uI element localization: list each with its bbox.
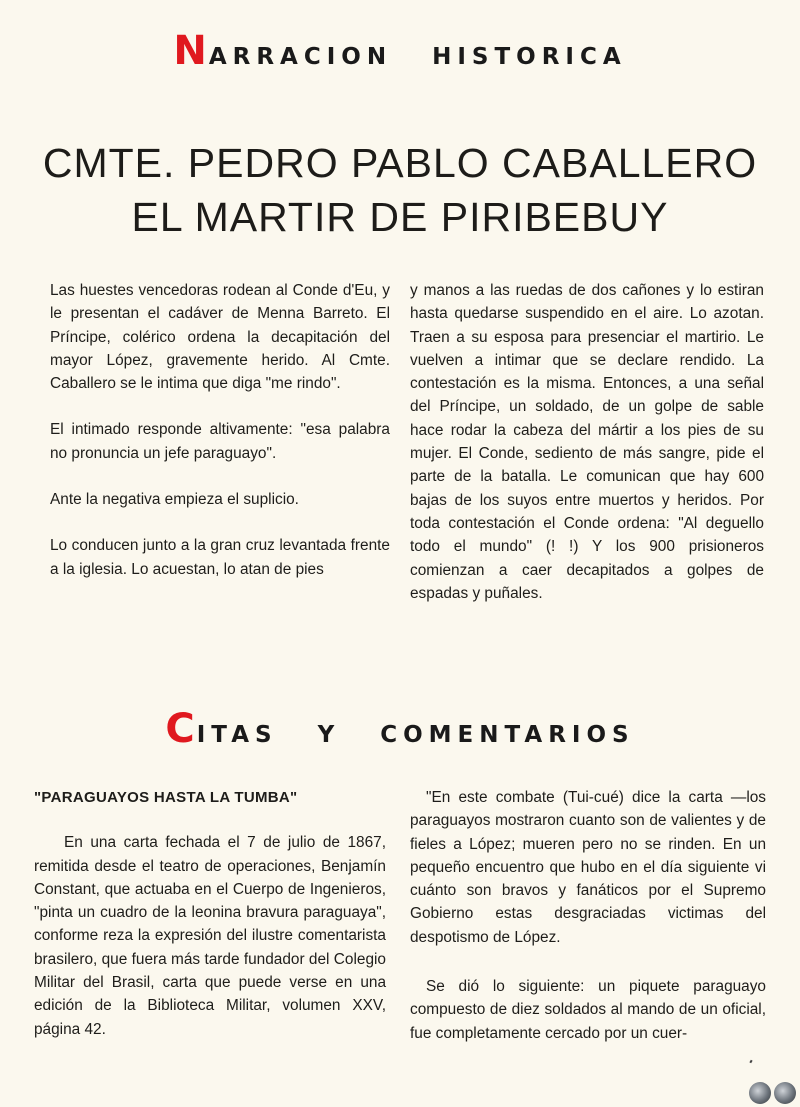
narracion-right-column: [410, 279, 764, 605]
paragraph: En una carta fechada el 7 de julio de 1867, remitida desde el teatro de operaciones, Benjamín Constant, que actuaba en el Cuerpo de Ingenieros, "pinta un cuadro de la leonina bravura paraguaya", conforme reza la expresión del ilustre comentarista brasilero, que fuera más tarde fundador del Colegio Militar del Brasil, carta que puede verse en una edición de la Biblioteca Militar, volumen XXV, página 42.: [34, 834, 386, 1038]
paragraph: Se dió lo siguiente: un piquete paraguayo compuesto de diez soldados al mando de un oficial, fue completamente cercado por un cuer-: [410, 978, 766, 1042]
paragraph: Las huestes vencedoras rodean al Conde d'Eu, y le presentan el cadáver de Menna Barreto. El Príncipe, colérico ordena la decapitación del mayor López, gravemente herido. Al Cmte. Caballero se le intima que diga "me rindo".: [50, 282, 390, 393]
paragraph: Ante la negativa empieza el suplicio.: [50, 491, 299, 509]
article-headline-line-2: EL MARTIR DE PIRIBEBUY: [131, 194, 669, 240]
title-word-comentarios: COMENTARIOS: [380, 722, 635, 748]
title-drop-cap: C: [165, 706, 197, 752]
section-title-citas-y-comentarios: [0, 706, 800, 752]
paragraph: y manos a las ruedas de dos cañones y lo estiran hasta quedarse suspendido en el aire. Lo azotan. Traen a su esposa para presenciar el martirio. Le vuelven a intimar que se declare rendido. La contestación es la misma. Entonces, a una señal del Príncipe, un soldado, de un golpe de sable hace rodar la cabeza del mártir a los pies de su mujer. El Conde, sediento de más sangre, pide el parte de la batalla. Le comunican que hay 600 bajas de los suyos entre muertos y heridos. Por toda contestación el Conde ordena: "Al deguello todo el mundo" (! !) Y los 900 prisioneros comienzan a caer decapitados a golpes de espadas y puñales.: [410, 282, 764, 602]
footer-badges: [749, 1082, 796, 1104]
paragraph: El intimado responde altivamente: "esa palabra no pronuncia un jefe paraguayo".: [50, 421, 390, 462]
paragraph: "En este combate (Tui-cué) dice la carta —los paraguayos mostraron cuanto son de valientes y de fieles a López; mueren pero no se rinden. En un pequeño encuentro que hubo en el día siguiente vi cuánto son bravos y fanáticos por el Supremo Gobierno estas desgraciadas victimas del despotismo de López.: [410, 789, 766, 946]
citas-left-column: [34, 786, 386, 1041]
print-speck: [749, 1060, 752, 1064]
paragraph: Lo conducen junto a la gran cruz levantada frente a la iglesia. Lo acuestan, lo atan de pies: [50, 537, 390, 578]
title-word-narracion: ARRACION: [208, 44, 393, 70]
narracion-left-column: [50, 279, 390, 581]
citas-right-column: [410, 786, 766, 1045]
badge-icon: [774, 1082, 796, 1104]
title-word-y: Y: [317, 722, 341, 748]
title-word-historica: HISTORICA: [432, 44, 627, 70]
title-word-citas: ITAS: [196, 722, 278, 748]
article-headline-line-1: CMTE. PEDRO PABLO CABALLERO: [42, 140, 758, 186]
title-drop-cap: N: [173, 28, 209, 74]
subsection-heading: "PARAGUAYOS HASTA LA TUMBA": [34, 789, 298, 806]
badge-icon: [749, 1082, 771, 1104]
section-title-narracion-historica: [0, 28, 800, 74]
